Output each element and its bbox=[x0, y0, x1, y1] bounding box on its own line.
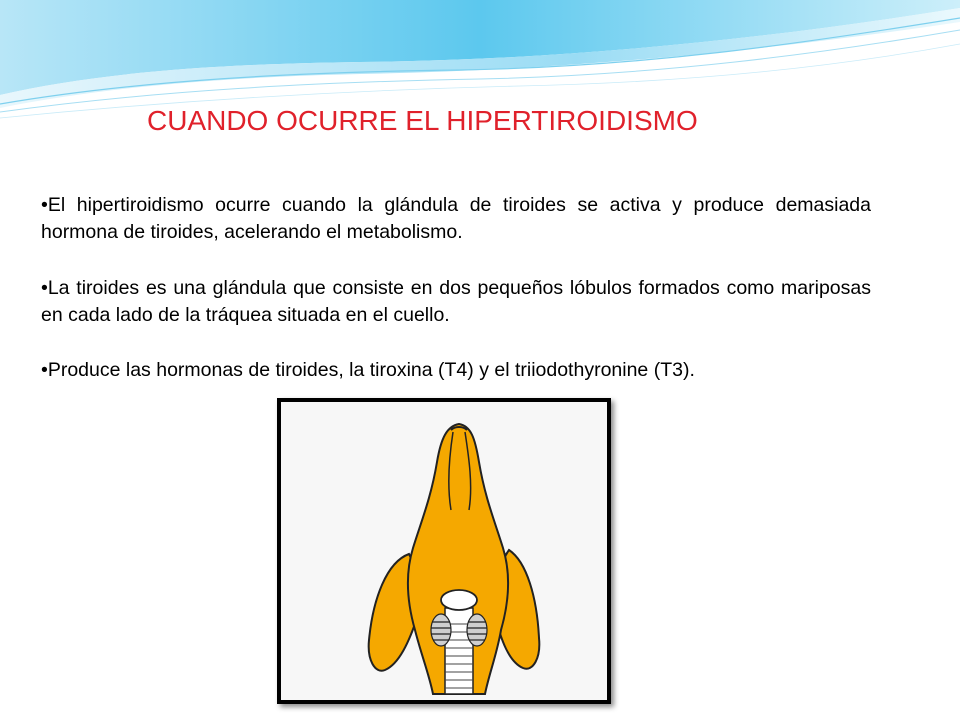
bullet-item: •Produce las hormonas de tiroides, la tiroxina (T4) y el triiodothyronine (T3). bbox=[41, 359, 695, 381]
wave-header-decoration bbox=[0, 0, 960, 120]
slide-title: CUANDO OCURRE EL HIPERTIROIDISMO bbox=[147, 105, 698, 136]
thyroid-figure bbox=[277, 398, 611, 704]
bullet-item: •El hipertiroidismo ocurre cuando la glándula de tiroides se activa y produce demasiada hormona de tiroides, acelerando el metabolismo. bbox=[41, 194, 871, 243]
bullet-list bbox=[41, 192, 871, 384]
thyroid-gland-illustration-icon bbox=[281, 402, 607, 700]
bullet-item: •La tiroides es una glándula que consiste en dos pequeños lóbulos formados como mariposas en cada lado de la tráquea situada en el cuello. bbox=[41, 277, 871, 326]
